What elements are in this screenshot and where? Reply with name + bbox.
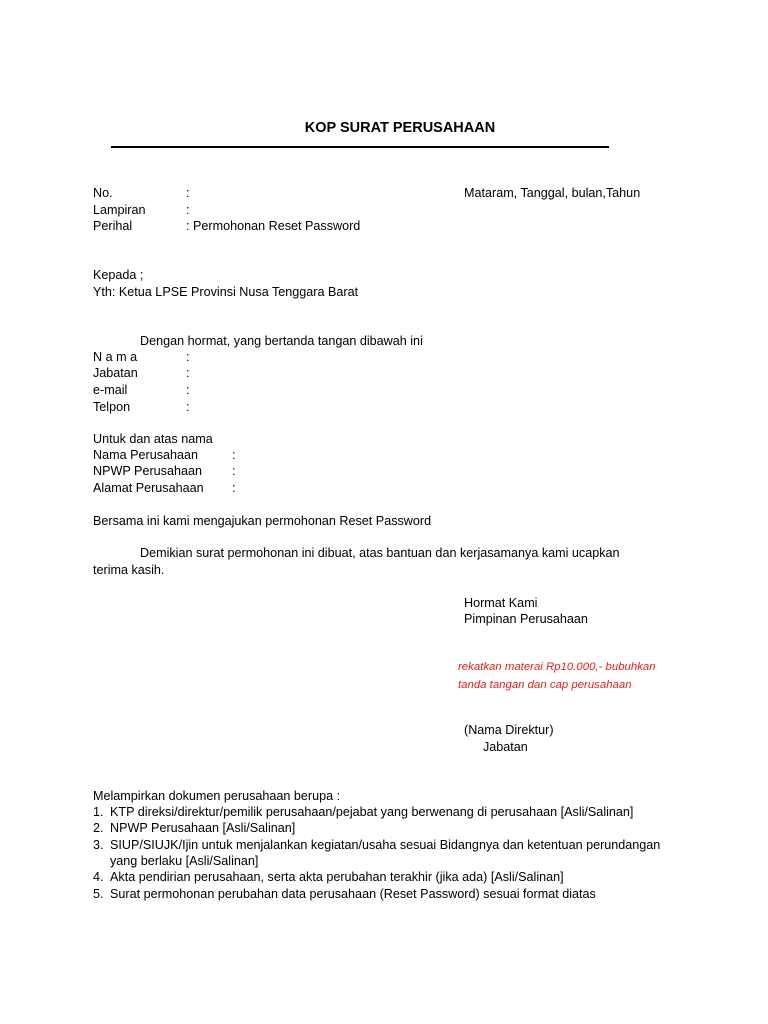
field-company-address-label: Alamat Perusahaan [93,481,204,495]
list-item [0,886,768,902]
recipient-line1: Kepada ; [93,268,144,282]
place-date: Mataram, Tanggal, bulan,Tahun [464,186,641,200]
stamp-note-line2: tanda tangan dan cap perusahaan [458,679,632,691]
request-text: Bersama ini kami mengajukan permohonan Reset Password [93,514,432,528]
letterhead-divider [111,146,609,148]
field-company-npwp-label: NPWP Perusahaan [93,464,202,478]
letterhead-title: KOP SURAT PERUSAHAAN [304,120,496,136]
list-item-number: 5. [93,887,104,901]
list-item [0,869,768,885]
signature-position: Pimpinan Perusahaan [464,612,588,626]
attachments-intro: Melampirkan dokumen perusahaan berupa : [93,789,341,803]
signature-title: Jabatan [483,740,528,754]
list-item-text: SIUP/SIUJK/Ijin untuk menjalankan kegiatan/usaha sesuai Bidangnya dan ketentuan perundangan [110,838,661,852]
no-colon: : [186,186,190,200]
field-nama-label: N a m a [93,350,138,364]
field-jabatan-label: Jabatan [93,366,138,380]
company-intro: Untuk dan atas nama [93,432,213,446]
no-label: No. [93,186,113,200]
closing-line2: terima kasih. [93,563,165,577]
list-item [0,837,768,853]
stamp-note-line1: rekatkan materai Rp10.000,- bubuhkan [458,661,656,673]
signature-regards: Hormat Kami [464,596,538,610]
list-item-text: NPWP Perusahaan [Asli/Salinan] [110,821,296,835]
perihal-label: Perihal [93,219,133,233]
lampiran-label: Lampiran [93,203,146,217]
list-item [0,804,768,820]
recipient-line2: Yth: Ketua LPSE Provinsi Nusa Tenggara Barat [93,285,359,299]
field-email-label: e-mail [93,383,128,397]
lampiran-colon: : [186,203,190,217]
closing-line1: Demikian surat permohonan ini dibuat, atas bantuan dan kerjasamanya kami ucapkan [140,546,620,560]
list-item-text: Surat permohonan perubahan data perusahaan (Reset Password) sesuai format diatas [110,887,596,901]
list-item-number: 3. [93,838,104,852]
list-item-text: yang berlaku [Asli/Salinan] [110,854,259,868]
field-company-name-colon: : [232,448,236,462]
perihal-value: : Permohonan Reset Password [186,219,361,233]
field-company-address-colon: : [232,481,236,495]
field-company-npwp-colon: : [232,464,236,478]
field-telpon-label: Telpon [93,400,131,414]
signature-name: (Nama Direktur) [464,723,554,737]
list-item [0,853,768,869]
list-item-text: Akta pendirian perusahaan, serta akta perubahan terakhir (jika ada) [Asli/Salinan] [110,870,564,884]
opening-text: Dengan hormat, yang bertanda tangan dibawah ini [140,334,423,348]
list-item-text: KTP direksi/direktur/pemilik perusahaan/pejabat yang berwenang di perusahaan [Asli/Salinan] [110,805,634,819]
field-jabatan-colon: : [186,366,190,380]
field-company-name-label: Nama Perusahaan [93,448,199,462]
list-item-number: 1. [93,805,104,819]
list-item-number: 4. [93,870,104,884]
field-email-colon: : [186,383,190,397]
list-item [0,820,768,836]
list-item-number: 2. [93,821,104,835]
field-nama-colon: : [186,350,190,364]
field-telpon-colon: : [186,400,190,414]
